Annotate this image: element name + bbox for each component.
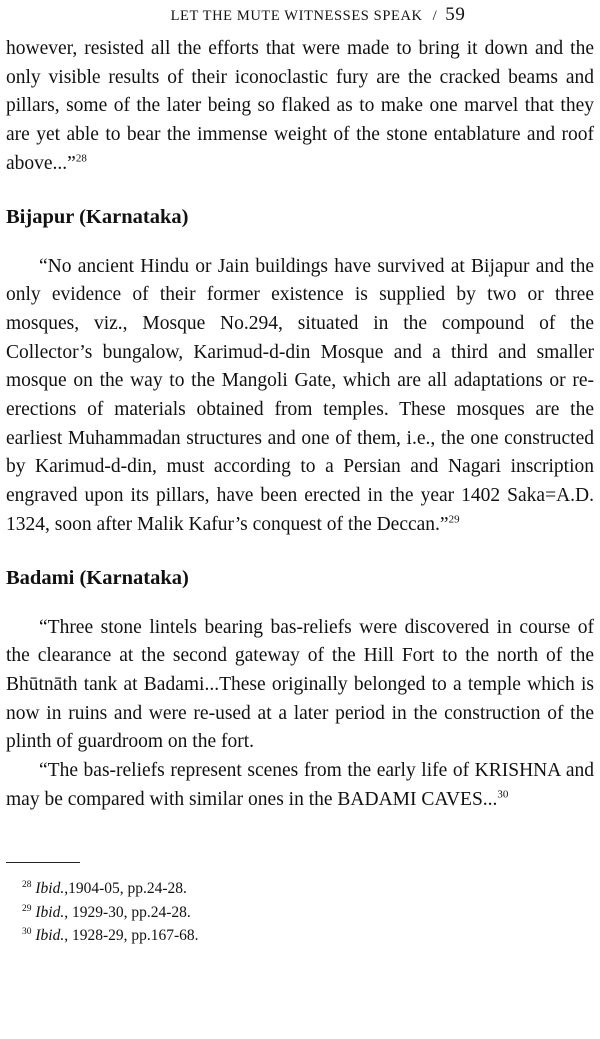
footnote-30 — [22, 924, 600, 948]
footnote-ref-29: 29 — [448, 513, 460, 526]
footnote-text: , 1929-30, pp.24-28. — [64, 903, 191, 921]
running-head-separator: / — [432, 8, 438, 24]
section-heading-bijapur: Bijapur (Karnataka) — [6, 205, 189, 228]
footnote-ref: Ibid. — [35, 927, 65, 945]
paragraph-badami-2-text: “The bas-reliefs represent scenes from the early life of KRISHNA and may be compared with similar ones in the BADAMI CAVES... — [6, 760, 594, 810]
footnote-ref: Ibid. — [35, 880, 65, 898]
footnote-28 — [22, 877, 600, 901]
paragraph-badami-2 — [6, 757, 594, 814]
section-heading-badami: Badami (Karnataka) — [6, 566, 189, 589]
footnote-number: 29 — [22, 903, 32, 914]
footnote-number: 30 — [22, 927, 32, 938]
footnote-divider — [6, 862, 80, 863]
running-head-title: LET THE MUTE WITNESSES SPEAK — [170, 8, 423, 24]
footnote-number: 28 — [22, 880, 32, 891]
paragraph-bijapur-text: “No ancient Hindu or Jain buildings have survived at Bijapur and the only evidence of their former existence is supplied by two or three mosques, viz., Mosque No.294, situated in the compound of the Collector’s bungalow, Karimud-d-din Mosque and a third and smaller mosque on the way to the Mangoli Gate, which are all adaptations or re-erections of materials obtained from temples. These mosques are the earliest Muhammadan structures and one of them, i.e., the one constructed by Karimud-d-din, must according to a Persian and Nagari inscription engraved upon its pillars, have been erected in the year 1402 Saka=A.D. 1324, soon after Malik Kafur’s conquest of the Deccan.” — [6, 255, 594, 535]
footnote-29 — [22, 901, 600, 925]
running-head — [6, 0, 600, 35]
footnote-ref-28: 28 — [75, 152, 87, 165]
paragraph-badami-1: “Three stone lintels bearing bas-reliefs were discovered in course of the clearance at the second gateway of the Hill Fort to the north of the Bhūtnāth tank at Badami...These originally belonged to a temple which is now in ruins and were re-used at a later period in the construction of the plinth of guardroom on the fort. — [6, 616, 594, 753]
footnotes — [6, 877, 600, 948]
body-text — [6, 35, 594, 814]
paragraph-bijapur — [6, 253, 594, 540]
footnote-ref: Ibid. — [35, 903, 65, 921]
footnote-text: ,1904-05, pp.24-28. — [64, 880, 187, 898]
footnote-text: , 1928-29, pp.167-68. — [64, 927, 199, 945]
footnote-ref-30: 30 — [497, 788, 509, 801]
paragraph-continued — [6, 35, 594, 179]
page-number: 59 — [445, 4, 466, 25]
paragraph-continued-text: however, resisted all the efforts that were made to bring it down and the only visible results of their iconoclastic fury are the cracked beams and pillars, some of the later being so flaked as to make one marvel that they are yet able to bear the immense weight of the stone entablature and roof above...” — [6, 38, 594, 174]
